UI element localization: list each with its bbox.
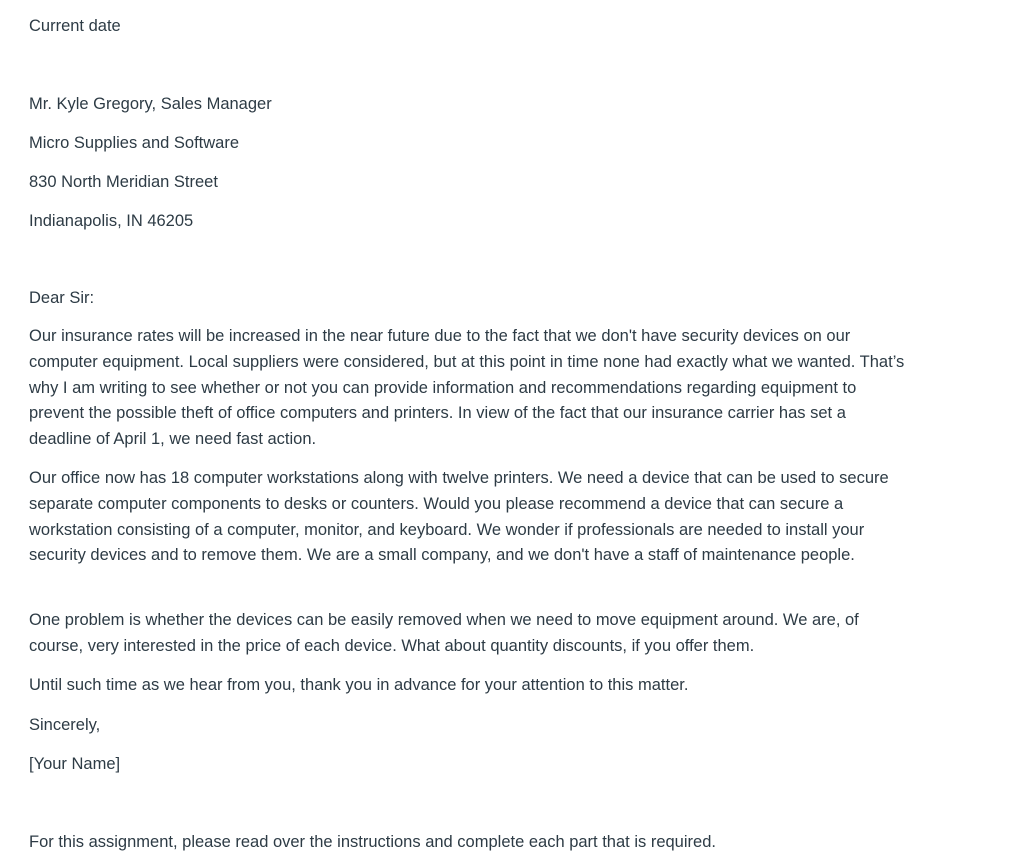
signature: [Your Name] <box>29 755 121 773</box>
letter-date: Current date <box>29 17 121 35</box>
recipient-city: Indianapolis, IN 46205 <box>29 212 194 230</box>
body-paragraph: Our office now has 18 computer workstations along with twelve printers. We need a device that can be used to secure separate computer components to desks or counters. Would you please recommend a device that can secure a workstation consisting of a computer, monitor, and keyboard. We wonder if professionals are needed to install your security devices and to remove them. We are a small company, and we don't have a staff of maintenance people. <box>29 469 889 565</box>
closing: Sincerely, <box>29 716 101 734</box>
recipient-street: 830 North Meridian Street <box>29 173 218 191</box>
body-paragraph: Until such time as we hear from you, thank you in advance for your attention to this matter. <box>29 676 689 694</box>
assignment-instructions: For this assignment, please read over the instructions and complete each part that is required. <box>29 833 716 851</box>
body-paragraph: One problem is whether the devices can be easily removed when we need to move equipment around. We are, of course, very interested in the price of each device. What about quantity discounts, if you offer them. <box>29 611 859 655</box>
salutation: Dear Sir: <box>29 289 95 307</box>
body-paragraph: Our insurance rates will be increased in the near future due to the fact that we don't have security devices on our computer equipment. Local suppliers were considered, but at this point in time none had exactly what we wanted. That’s why I am writing to see whether or not you can provide information and recommendations regarding equipment to prevent the possible theft of office computers and printers. In view of the fact that our insurance carrier has set a deadline of April 1, we need fast action. <box>29 327 905 449</box>
recipient-company: Micro Supplies and Software <box>29 134 240 152</box>
recipient-name-line: Mr. Kyle Gregory, Sales Manager <box>29 95 272 113</box>
